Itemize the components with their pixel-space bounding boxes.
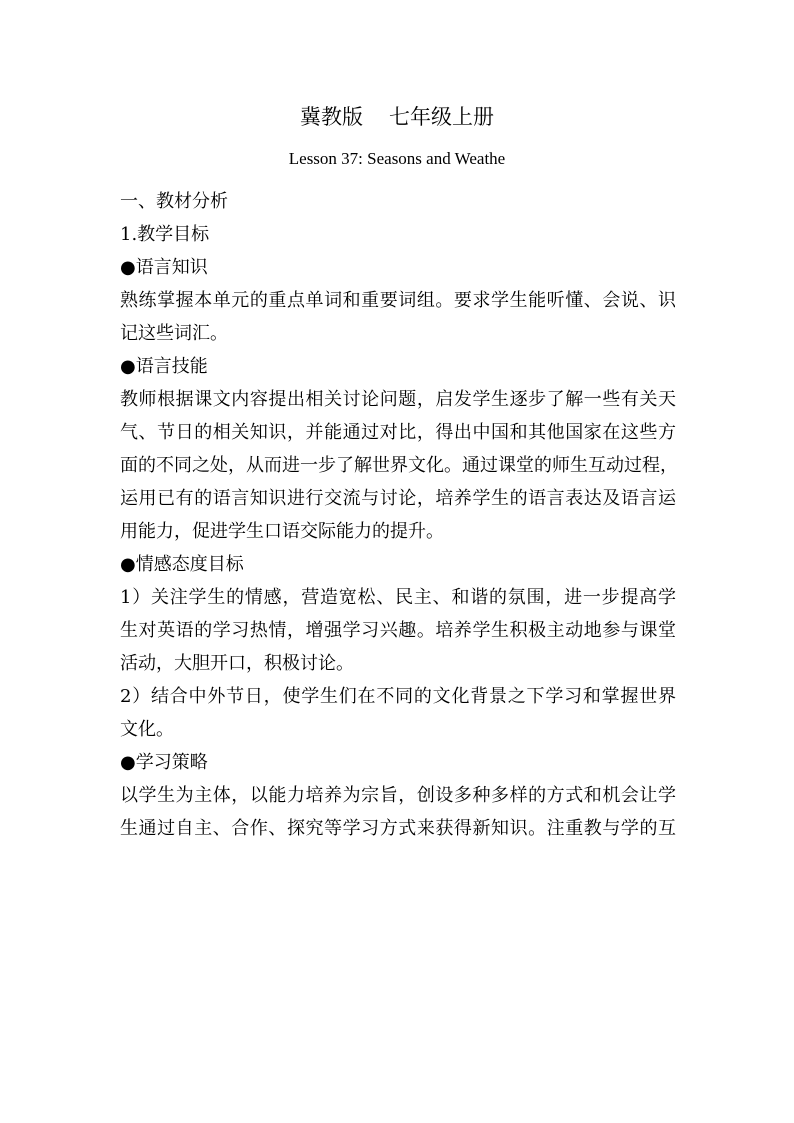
paragraph-line: 熟练掌握本单元的重点单词和重要词组。要求学生能听懂、会说、识	[120, 290, 676, 311]
paragraph-line: 2）结合中外节日，使学生们在不同的文化背景之下学习和掌握世界	[120, 686, 676, 707]
subsection-heading: 1.教学目标	[120, 224, 210, 245]
paragraph-line: 活动，大胆开口，积极讨论。	[120, 653, 354, 674]
paragraph-line: 教师根据课文内容提出相关讨论问题，启发学生逐步了解一些有关天	[120, 389, 676, 410]
paragraph-line: 生通过自主、合作、探究等学习方式来获得新知识。注重教与学的互	[120, 818, 676, 839]
paragraph-line: 以学生为主体，以能力培养为宗旨，创设多种多样的方式和机会让学	[120, 785, 676, 806]
paragraph-line: 生对英语的学习热情，增强学习兴趣。培养学生积极主动地参与课堂	[120, 620, 676, 641]
bullet-heading-emotion: ●情感态度目标	[120, 554, 244, 575]
publisher-label: 冀教版	[300, 105, 363, 129]
paragraph-line: 气、节日的相关知识，并能通过对比，得出中国和其他国家在这些方	[120, 422, 676, 443]
paragraph-line: 文化。	[120, 719, 174, 740]
section-heading: 一、教材分析	[120, 191, 228, 212]
document-body	[120, 185, 676, 845]
paragraph-line: 用能力，促进学生口语交际能力的提升。	[120, 521, 444, 542]
lesson-title: Lesson 37: Seasons and Weathe	[288, 149, 506, 168]
paragraph-line: 运用已有的语言知识进行交流与讨论，培养学生的语言表达及语言运	[120, 488, 676, 509]
bullet-heading-language-skills: ●语言技能	[120, 356, 208, 377]
bullet-heading-strategy: ●学习策略	[120, 752, 208, 773]
grade-label: 七年级上册	[389, 105, 494, 129]
document-title	[0, 102, 794, 132]
bullet-heading-language-knowledge: ●语言知识	[120, 257, 208, 278]
paragraph-line: 记这些词汇。	[120, 323, 228, 344]
paragraph-line: 1）关注学生的情感，营造宽松、民主、和谐的氛围，进一步提高学	[120, 587, 676, 608]
paragraph-line: 面的不同之处，从而进一步了解世界文化。通过课堂的师生互动过程，	[120, 455, 678, 476]
